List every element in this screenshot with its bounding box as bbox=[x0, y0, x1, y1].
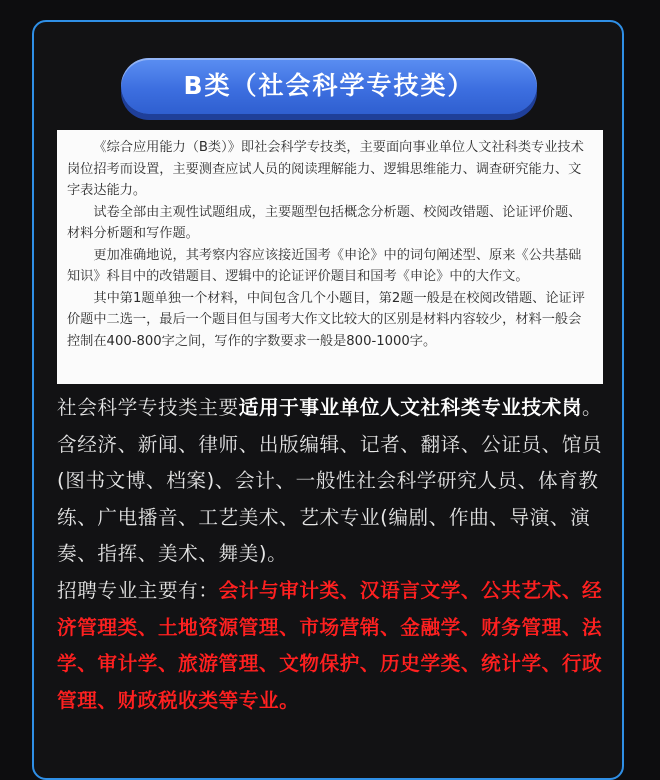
majors-list: 会计与审计类、汉语言文学、公共艺术、经济管理类、土地资源管理、市场营销、金融学、财务管理、法学、审计学、旅游管理、文物保护、历史学类、统计学、行政管理、财政税收类等专业。 bbox=[57, 578, 603, 712]
majors-paragraph bbox=[57, 573, 609, 719]
intro-plain: 社会科学专技类主要 bbox=[57, 396, 239, 419]
intro-paragraph bbox=[57, 390, 609, 573]
document-excerpt bbox=[57, 130, 603, 384]
description-text bbox=[57, 390, 609, 719]
doc-paragraph-4: 其中第1题单独一个材料，中间包含几个小题目，第2题一般是在校阅改错题、论证评价题中二选一，最后一个题目但与国考大作文比较大的区别是材料内容较少，材料一般会控制在400-800字之间，写作的字数要求一般是800-1000字。 bbox=[67, 290, 585, 349]
doc-paragraph-3: 更加准确地说，其考察内容应该接近国考《申论》中的词句阐述型、原来《公共基础知识》科目中的改错题目、逻辑中的论证评价题目和国考《申论》中的大作文。 bbox=[67, 247, 582, 284]
intro-rest: 。含经济、新闻、律师、出版编辑、记者、翻译、公证员、馆员(图书文博、档案)、会计、一般性社会科学研究人员、体育教练、广电播音、工艺美术、艺术专业(编剧、作曲、导演、演奏、指挥、美术、舞美)。 bbox=[57, 396, 603, 566]
section-title: B类（社会科学专技类） bbox=[121, 58, 537, 114]
doc-paragraph-2: 试卷全部由主观性试题组成，主要题型包括概念分析题、校阅改错题、论证评价题、材料分析题和写作题。 bbox=[67, 204, 582, 241]
majors-label: 招聘专业主要有： bbox=[57, 578, 219, 602]
intro-bold: 适用于事业单位人文社科类专业技术岗 bbox=[238, 396, 583, 419]
doc-paragraph-1: 《综合应用能力（B类）》即社会科学专技类，主要面向事业单位人文社科类专业技术岗位招考而设置，主要测查应试人员的阅读理解能力、逻辑思维能力、调查研究能力、文字表达能力。 bbox=[67, 140, 584, 198]
